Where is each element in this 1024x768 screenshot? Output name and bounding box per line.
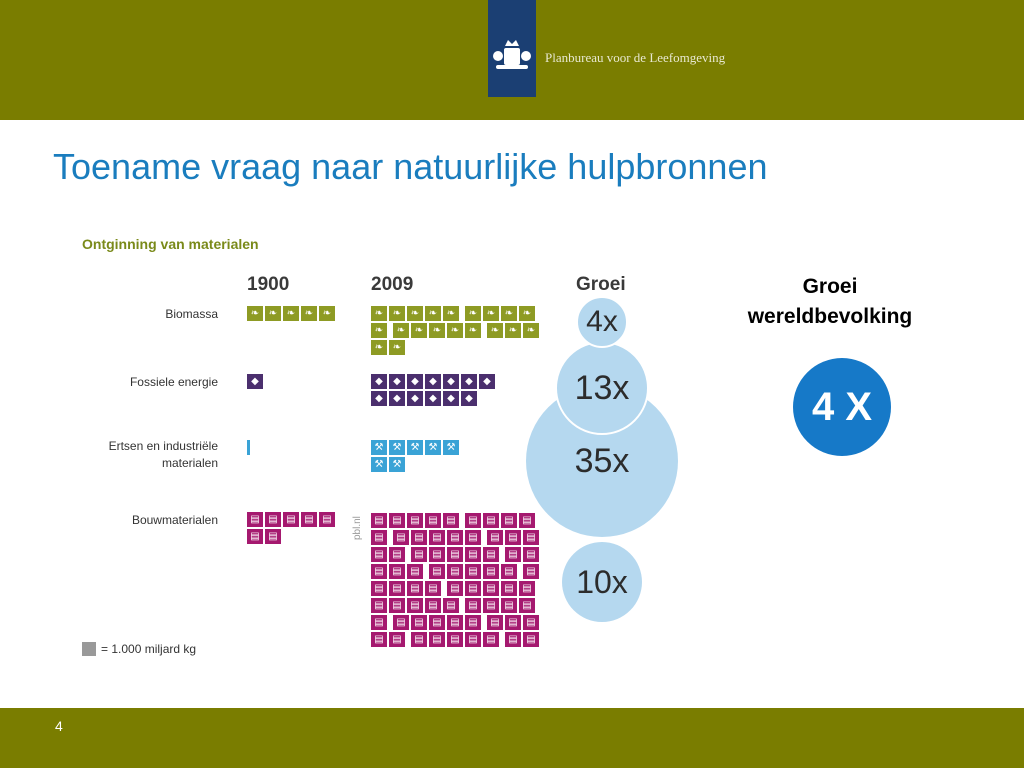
brick-icon: ▤	[523, 564, 539, 579]
brick-icon: ▤	[519, 598, 535, 613]
bouw-1900-icons	[247, 512, 337, 544]
drop-icon: ◆	[425, 391, 441, 406]
leaf-icon: ❧	[371, 323, 387, 338]
brick-icon: ▤	[483, 581, 499, 596]
drop-icon: ◆	[443, 391, 459, 406]
brick-icon: ▤	[465, 581, 481, 596]
brick-icon: ▤	[505, 547, 521, 562]
brick-icon: ▤	[519, 581, 535, 596]
brick-icon: ▤	[389, 632, 405, 647]
brick-icon: ▤	[371, 615, 387, 630]
pickaxe-icon: ⚒	[389, 440, 405, 455]
growth-bubble-bouw	[562, 542, 642, 622]
leaf-icon: ❧	[429, 323, 445, 338]
leaf-icon: ❧	[247, 306, 263, 321]
brick-icon: ▤	[501, 564, 517, 579]
drop-icon: ◆	[407, 391, 423, 406]
brick-icon: ▤	[447, 615, 463, 630]
column-header-growth: Groei	[576, 274, 626, 295]
brick-icon: ▤	[389, 547, 405, 562]
drop-icon: ◆	[371, 374, 387, 389]
brick-icon: ▤	[483, 632, 499, 647]
leaf-icon: ❧	[301, 306, 317, 321]
footer-bar	[0, 708, 1024, 768]
brick-icon: ▤	[483, 564, 499, 579]
brick-icon: ▤	[389, 564, 405, 579]
brick-icon: ▤	[465, 547, 481, 562]
drop-icon: ◆	[407, 374, 423, 389]
page-number: 4	[55, 718, 63, 734]
brick-icon: ▤	[465, 564, 481, 579]
leaf-icon: ❧	[389, 340, 405, 355]
leaf-icon: ❧	[501, 306, 517, 321]
leaf-icon: ❧	[447, 323, 463, 338]
leaf-icon: ❧	[371, 306, 387, 321]
brick-icon: ▤	[523, 615, 539, 630]
drop-icon: ◆	[479, 374, 495, 389]
brick-icon: ▤	[505, 530, 521, 545]
leaf-icon: ❧	[505, 323, 521, 338]
brick-icon: ▤	[501, 598, 517, 613]
brick-icon: ▤	[371, 530, 387, 545]
population-growth-value: 4 X	[811, 384, 873, 429]
brick-icon: ▤	[389, 513, 405, 528]
drop-icon: ◆	[371, 391, 387, 406]
biomassa-1900-icons	[247, 306, 337, 321]
slide-title: Toename vraag naar natuurlijke hulpbronnen	[53, 146, 768, 187]
drop-icon: ◆	[461, 391, 477, 406]
brick-icon: ▤	[429, 632, 445, 647]
brick-icon: ▤	[487, 615, 503, 630]
brick-icon: ▤	[265, 529, 281, 544]
row-label-biomassa: Biomassa	[165, 307, 218, 321]
brick-icon: ▤	[371, 598, 387, 613]
leaf-icon: ❧	[483, 306, 499, 321]
growth-bubble-biomassa	[576, 296, 628, 348]
column-header-2009: 2009	[371, 274, 414, 295]
brick-icon: ▤	[283, 512, 299, 527]
brick-icon: ▤	[425, 513, 441, 528]
row-label-bouwmaterialen: Bouwmaterialen	[131, 513, 218, 527]
brick-icon: ▤	[443, 513, 459, 528]
brick-icon: ▤	[407, 598, 423, 613]
leaf-icon: ❧	[407, 306, 423, 321]
brick-icon: ▤	[483, 598, 499, 613]
brick-icon: ▤	[411, 632, 427, 647]
leaf-icon: ❧	[523, 323, 539, 338]
growth-value-bouw: 10x	[576, 563, 628, 600]
leaf-icon: ❧	[443, 306, 459, 321]
brick-icon: ▤	[425, 581, 441, 596]
brick-icon: ▤	[371, 564, 387, 579]
leaf-icon: ❧	[465, 306, 481, 321]
leaf-icon: ❧	[319, 306, 335, 321]
brick-icon: ▤	[483, 547, 499, 562]
drop-icon: ◆	[461, 374, 477, 389]
drop-icon: ◆	[443, 374, 459, 389]
brick-icon: ▤	[407, 564, 423, 579]
brick-icon: ▤	[319, 512, 335, 527]
brick-icon: ▤	[411, 530, 427, 545]
brick-icon: ▤	[429, 547, 445, 562]
brick-icon: ▤	[429, 615, 445, 630]
leaf-icon: ❧	[411, 323, 427, 338]
brick-icon: ▤	[465, 513, 481, 528]
brick-icon: ▤	[447, 632, 463, 647]
drop-icon: ◆	[425, 374, 441, 389]
brick-icon: ▤	[371, 632, 387, 647]
brick-icon: ▤	[523, 632, 539, 647]
pickaxe-icon: ⚒	[389, 457, 405, 472]
brick-icon: ▤	[505, 615, 521, 630]
government-logo	[488, 0, 536, 97]
brick-icon: ▤	[447, 547, 463, 562]
leaf-icon: ❧	[283, 306, 299, 321]
brick-icon: ▤	[447, 564, 463, 579]
leaf-icon: ❧	[393, 323, 409, 338]
bouw-2009-icons	[371, 513, 551, 647]
coat-of-arms-icon	[488, 0, 536, 97]
growth-value-ertsen: 35x	[574, 441, 630, 480]
pickaxe-icon: ⚒	[371, 440, 387, 455]
brick-icon: ▤	[443, 598, 459, 613]
brick-icon: ▤	[447, 581, 463, 596]
population-growth-circle	[793, 358, 891, 456]
pickaxe-icon: ⚒	[443, 440, 459, 455]
pickaxe-icon: ⚒	[425, 440, 441, 455]
brick-icon: ▤	[247, 512, 263, 527]
brick-icon: ▤	[411, 547, 427, 562]
brick-icon: ▤	[501, 513, 517, 528]
legend-text: = 1.000 miljard kg	[101, 642, 197, 656]
growth-value-biomassa: 4x	[586, 305, 618, 338]
brick-icon: ▤	[523, 530, 539, 545]
brick-icon: ▤	[425, 598, 441, 613]
brick-icon: ▤	[371, 513, 387, 528]
leaf-icon: ❧	[425, 306, 441, 321]
legend-swatch	[82, 642, 96, 656]
brick-icon: ▤	[483, 513, 499, 528]
drop-icon: ◆	[389, 374, 405, 389]
brick-icon: ▤	[265, 512, 281, 527]
brick-icon: ▤	[465, 615, 481, 630]
population-growth-title: Groei wereldbevolking	[747, 275, 913, 328]
biomassa-2009-icons	[371, 306, 551, 355]
ertsen-1900-icon	[247, 440, 250, 455]
pickaxe-icon: ⚒	[407, 440, 423, 455]
brick-icon: ▤	[371, 581, 387, 596]
brick-icon: ▤	[429, 530, 445, 545]
brick-icon: ▤	[301, 512, 317, 527]
brick-icon: ▤	[465, 632, 481, 647]
organization-name: Planbureau voor de Leefomgeving	[545, 50, 726, 65]
leaf-icon: ❧	[487, 323, 503, 338]
fossiele-1900-icons	[247, 374, 267, 389]
brick-icon: ▤	[523, 547, 539, 562]
brick-icon: ▤	[407, 513, 423, 528]
brick-icon: ▤	[407, 581, 423, 596]
brick-icon: ▤	[447, 530, 463, 545]
brick-icon: ▤	[519, 513, 535, 528]
brick-icon: ▤	[465, 530, 481, 545]
brick-icon: ▤	[505, 632, 521, 647]
brick-icon: ▤	[393, 615, 409, 630]
brick-icon: ▤	[501, 581, 517, 596]
fossiele-2009-icons	[371, 374, 497, 406]
pickaxe-icon: ⚒	[371, 457, 387, 472]
brick-icon: ▤	[389, 598, 405, 613]
brick-icon: ▤	[429, 564, 445, 579]
brick-icon: ▤	[487, 530, 503, 545]
brick-icon: ▤	[393, 530, 409, 545]
growth-value-fossiele: 13x	[574, 368, 630, 407]
leaf-icon: ❧	[519, 306, 535, 321]
growth-bubble-fossiele	[555, 341, 649, 435]
infographic-title: Ontginning van materialen	[82, 236, 259, 252]
brick-icon: ▤	[411, 615, 427, 630]
leaf-icon: ❧	[265, 306, 281, 321]
leaf-icon: ❧	[465, 323, 481, 338]
leaf-icon: ❧	[371, 340, 387, 355]
row-label-ertsen: Ertsen en industriële materialen	[108, 439, 218, 470]
leaf-icon: ❧	[389, 306, 405, 321]
drop-icon: ◆	[247, 374, 263, 389]
brick-icon: ▤	[389, 581, 405, 596]
ertsen-2009-icons	[371, 440, 461, 472]
drop-icon: ◆	[389, 391, 405, 406]
watermark: pbl.nl	[352, 516, 363, 540]
brick-icon: ▤	[465, 598, 481, 613]
column-header-1900: 1900	[247, 274, 290, 295]
brick-icon: ▤	[371, 547, 387, 562]
row-label-fossiele-energie: Fossiele energie	[129, 375, 218, 389]
brick-icon: ▤	[247, 529, 263, 544]
